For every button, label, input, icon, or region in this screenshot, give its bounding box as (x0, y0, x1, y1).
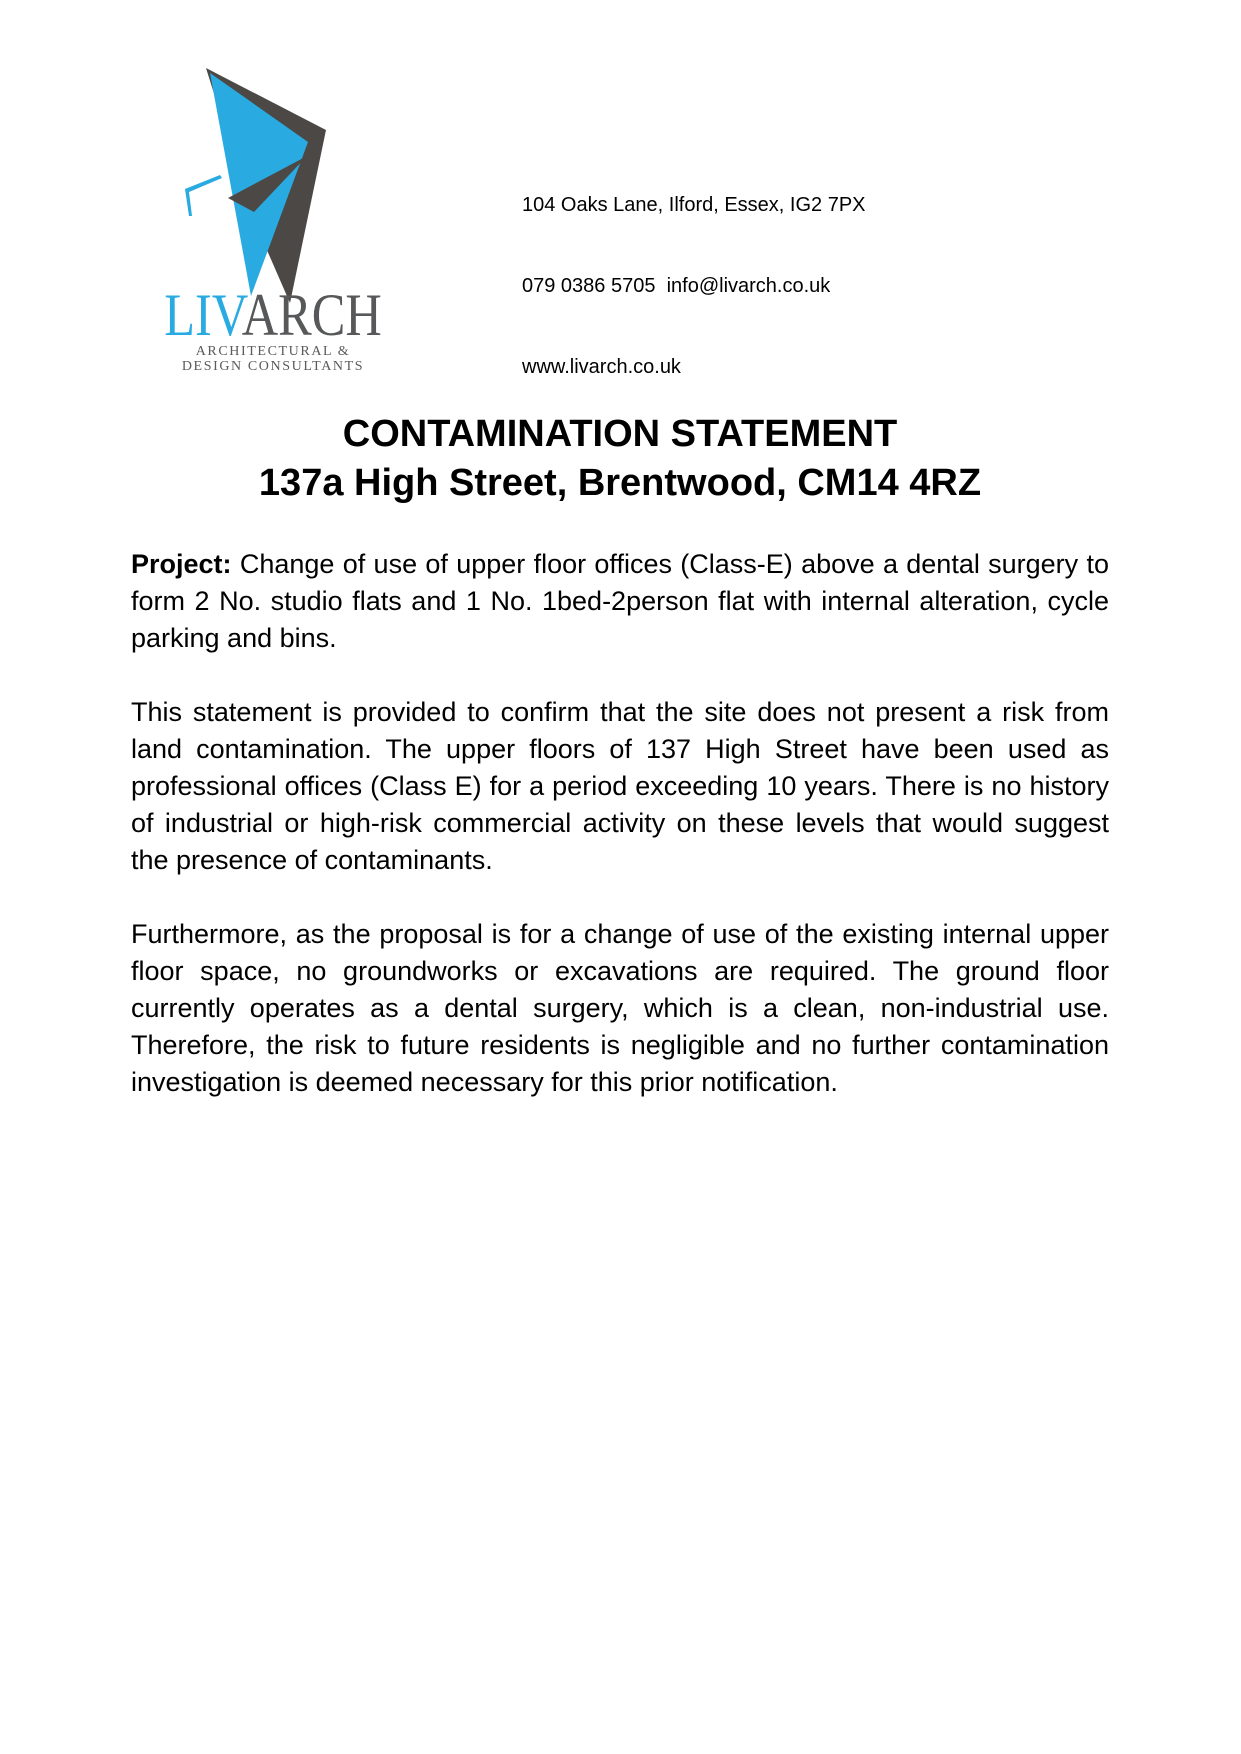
document-title-address: 137a High Street, Brentwood, CM14 4RZ (258, 462, 982, 504)
document-body (131, 546, 1109, 1138)
contact-website: www.livarch.co.uk (522, 356, 681, 378)
logo-tagline (128, 344, 418, 374)
statement-paragraph: This statement is provided to confirm that the site does not present a risk from land contamination. The upper floors of 137 High Street have been used as professional offices (Class E) for a period exceeding 10 years. There is no history of industrial or high-risk commercial activity on these levels that would suggest the presence of contaminants. (131, 697, 1109, 875)
logo-tagline-line2: DESIGN CONSULTANTS (181, 359, 365, 374)
document-title-line1: CONTAMINATION STATEMENT (342, 413, 898, 455)
contact-phone-email: 079 0386 5705 info@livarch.co.uk (522, 275, 831, 297)
project-paragraph (131, 546, 1109, 657)
livarch-logo-icon (158, 68, 333, 303)
logo-chevron-shape (185, 175, 222, 216)
contact-address: 104 Oaks Lane, Ilford, Essex, IG2 7PX (522, 194, 866, 216)
logo-wordmark-liv: LIV (164, 282, 242, 348)
logo-wordmark (151, 284, 395, 346)
project-text: Change of use of upper floor offices (Class-E) above a dental surgery to form 2 No. studio flats and 1 No. 1bed-2person flat with internal alteration, cycle parking and bins. (131, 549, 1109, 653)
conclusion-paragraph: Furthermore, as the proposal is for a change of use of the existing internal upper floor space, no groundworks or excavations are required. The ground floor currently operates as a dental surgery, which is a clean, non-industrial use. Therefore, the risk to future residents is negligible and no further contamination investigation is deemed necessary for this prior notification. (131, 919, 1109, 1097)
contact-block (522, 138, 866, 435)
project-label: Project: (131, 549, 232, 579)
logo-wordmark-arch: ARCH (241, 282, 382, 348)
logo-tagline-line1: ARCHITECTURAL & (195, 344, 351, 359)
document-title (131, 410, 1109, 508)
